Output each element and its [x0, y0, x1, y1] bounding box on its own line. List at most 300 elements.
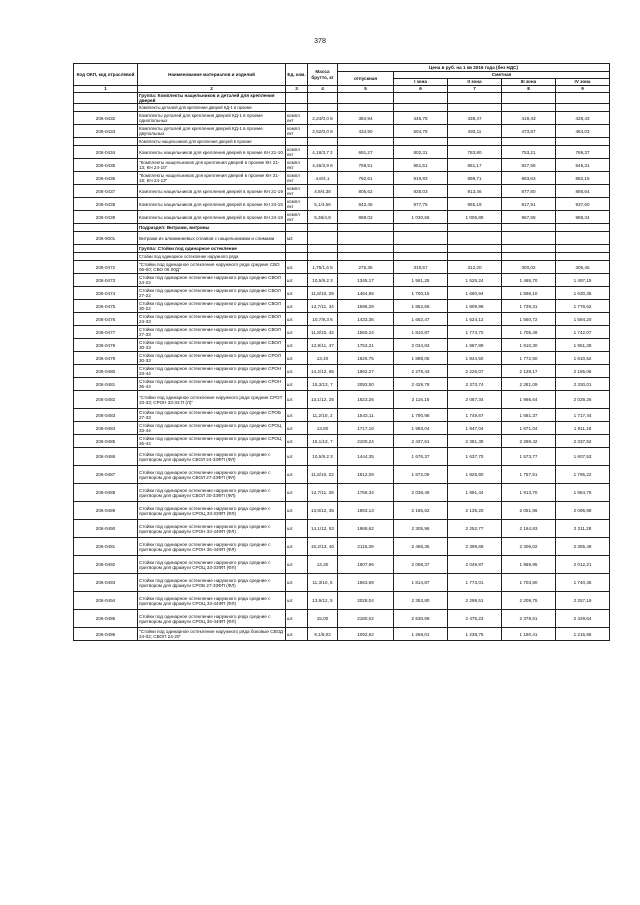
col-index: 2	[138, 86, 286, 93]
zone-4-price-cell: 1 740,35	[556, 574, 610, 592]
zone-4-price-cell: 1 215,95	[556, 628, 610, 641]
mass-cell: 5,36/4,8	[308, 211, 338, 224]
release-price-cell: 1807,96	[338, 556, 394, 574]
empty-cell	[338, 245, 394, 253]
table-row	[74, 378, 610, 391]
table-row	[74, 339, 610, 352]
zone-3-price-cell: 2 306,02	[502, 538, 556, 556]
name-cell: Стойки под одинарное остекление наружного ряда средние с притвором для фрамуги СРОН 33-44ФП (ФЛ)	[138, 520, 286, 538]
code-cell: 206-0476	[74, 313, 138, 326]
table-row	[74, 211, 610, 224]
name-cell: Стойки под одинарное остекление наружного ряда средние с притвором для фрамуги СВОЛ 30-33ФП (ФЛ)	[138, 484, 286, 502]
code-cell: 206-0437	[74, 185, 138, 198]
empty-cell	[308, 104, 338, 112]
mass-cell	[308, 232, 338, 245]
name-cell: Стойки под одинарное остекление наружного ряда средние с притвором для фрамуги СРОЦ 33-33ФП (ФЛ)	[138, 502, 286, 520]
unit-cell: шт.	[286, 378, 308, 391]
name-cell: Стойки под одинарное остекление наружного ряда средние с притвором для фрамуги СРОБ 27-33ФП (ФЛ)	[138, 574, 286, 592]
zone-1-price-cell: 1 268,01	[394, 628, 448, 641]
unit-cell: шт.	[286, 610, 308, 628]
release-price-cell: 1433,36	[338, 313, 394, 326]
unit-cell: компл ект	[286, 125, 308, 138]
mass-cell: 4,18/3,7 2	[308, 146, 338, 159]
release-price-cell: 1883,13	[338, 502, 394, 520]
mass-cell: 2,24/0,0 8	[308, 112, 338, 125]
code-cell: 206-0489	[74, 502, 138, 520]
name-cell: Стойки под одинарное остекление наружного ряда средние с притвором для фрамуги СВОЛ 24-33ФП (ФЛ)	[138, 448, 286, 466]
col-index: 1	[74, 86, 138, 93]
table-row	[74, 125, 610, 138]
code-cell: 206-0495	[74, 610, 138, 628]
unit-cell: компл ект	[286, 172, 308, 185]
unit-cell: компл ект	[286, 159, 308, 172]
release-price-cell: 1596,28	[338, 300, 394, 313]
code-cell: 206-0485	[74, 435, 138, 448]
code-cell: 206-0494	[74, 592, 138, 610]
unit-cell: шт.	[286, 502, 308, 520]
zone-4-price-cell: 2 429,64	[556, 610, 610, 628]
code-cell: 206-9001	[74, 232, 138, 245]
table-row	[74, 502, 610, 520]
subgroup-row	[74, 104, 610, 112]
zone-4-price-cell: 1 911,18	[556, 422, 610, 435]
zone-4-price-cell: 1 717,44	[556, 409, 610, 422]
zone-1-price-cell: 2 098,37	[394, 556, 448, 574]
code-cell	[74, 104, 138, 112]
zone-4-price-cell: 769,37	[556, 146, 610, 159]
table-row	[74, 574, 610, 592]
release-price-cell: 1563,69	[338, 574, 394, 592]
zone-4-price-cell: 2 095,88	[556, 502, 610, 520]
zone-1-price-cell: 2 116,15	[394, 391, 448, 409]
empty-cell	[502, 138, 556, 146]
empty-cell	[286, 224, 308, 232]
header-estimated: Сметная	[394, 72, 610, 79]
unit-cell: шт.	[286, 520, 308, 538]
table-row	[74, 159, 610, 172]
empty-cell	[394, 138, 448, 146]
mass-cell: 2,52/0,0 9	[308, 125, 338, 138]
code-cell: 206-0438	[74, 198, 138, 211]
unit-cell: компл ект	[286, 211, 308, 224]
zone-2-price-cell: 2 135,20	[448, 502, 502, 520]
unit-cell: шт.	[286, 261, 308, 274]
unit-cell: шт.	[286, 538, 308, 556]
release-price-cell: 1543,11	[338, 409, 394, 422]
empty-cell	[394, 93, 448, 104]
table-row	[74, 610, 610, 628]
zone-1-price-cell: 2 530,68	[394, 610, 448, 628]
zone-2-price-cell: 493,11	[448, 125, 502, 138]
header-code: Код ОКП, код отраслевой	[74, 64, 138, 86]
zone-1-price-cell: 319,57	[394, 261, 448, 274]
name-cell: Комплекты деталей для крепления дверей КД-1 в проеме двупольных	[138, 125, 286, 138]
release-price-cell: 2028,04	[338, 592, 394, 610]
zone-4-price-cell: 484,03	[556, 125, 610, 138]
zone-1-price-cell: 935,03	[394, 185, 448, 198]
release-price-cell: 758,51	[338, 159, 394, 172]
header-name: Наименование материалов и изделий	[138, 64, 286, 86]
table-row	[74, 435, 610, 448]
empty-cell	[448, 93, 502, 104]
zone-2-price-cell: 2 226,07	[448, 365, 502, 378]
col-index: 8	[502, 86, 556, 93]
mass-cell: 13,1/12, 25	[308, 391, 338, 409]
mass-cell: 15,2/13, 46	[308, 538, 338, 556]
mass-cell: 12,9/11, 47	[308, 339, 338, 352]
code-cell	[74, 224, 138, 232]
zone-3-price-cell: 1 573,77	[502, 448, 556, 466]
zone-2-price-cell: 955,19	[448, 198, 502, 211]
col-index: 6	[394, 86, 448, 93]
mass-cell: 15,3/13, 7	[308, 378, 338, 391]
code-cell: 206-0486	[74, 448, 138, 466]
name-cell: Комплекты нащельников для крепления дверей в проеме КН 24-15	[138, 198, 286, 211]
zone-4-price-cell: 1 607,53	[556, 448, 610, 466]
name-cell: Стойки под одинарное остекление наружного ряда средние с притвором для фрамуги СРОН 36-44ФП (ФЛ)	[138, 538, 286, 556]
code-cell: 206-0488	[74, 484, 138, 502]
code-cell: 206-0482	[74, 391, 138, 409]
code-cell: 206-0435	[74, 159, 138, 172]
empty-cell	[308, 253, 338, 261]
mass-cell: 5,1/4,56	[308, 198, 338, 211]
zone-2-price-cell: 1 525,24	[448, 274, 502, 287]
name-cell: Стойки под одинарное остекление наружного ряда средние СВОЛ 24-22	[138, 274, 286, 287]
table-row	[74, 146, 610, 159]
name-cell: Стойки под одинарное остекление наружного ряда средние СРОЛ 30-33	[138, 352, 286, 365]
zone-2-price-cell: 913,46	[448, 185, 502, 198]
zone-1-price-cell: 1 993,04	[394, 422, 448, 435]
name-cell: Стойки под одинарное остекление наружного ряда средние СВОЛ 30-33	[138, 339, 286, 352]
zone-3-price-cell: 1 986,64	[502, 391, 556, 409]
unit-cell: компл ект	[286, 146, 308, 159]
zone-4-price-cell: 1 795,22	[556, 466, 610, 484]
code-cell: 206-0496	[74, 628, 138, 641]
zone-4-price-cell: 1 497,15	[556, 274, 610, 287]
name-cell: "Стойки под одинарное остекление наружного ряда боковые СВОД 24-02; СВОП 24-20"	[138, 628, 286, 641]
zone-4-price-cell: 1 776,62	[556, 300, 610, 313]
unit-cell: шт.	[286, 352, 308, 365]
zone-3-price-cell: 300,02	[502, 261, 556, 274]
name-cell: Стойки под одинарное остекление наружного ряда средние СВОЛ 24-33	[138, 313, 286, 326]
mass-cell: 9,1/8,02	[308, 628, 338, 641]
mass-cell: 14,1/12, 53	[308, 520, 338, 538]
code-cell: 206-0474	[74, 287, 138, 300]
release-price-cell: 1823,26	[338, 391, 394, 409]
unit-cell: шт.	[286, 365, 308, 378]
name-cell: Стойки под одинарное остекление наружного ряда средние с притвором для фрамуги СВОЛ 27-33ФП (ФЛ)	[138, 466, 286, 484]
col-index: 3	[286, 86, 308, 93]
unit-cell: шт.	[286, 484, 308, 502]
release-price-cell: 1345,17	[338, 274, 394, 287]
subgroup-row	[74, 253, 610, 261]
header-mass: Масса брутто, кг	[308, 64, 338, 86]
zone-3-price-cell: 473,87	[502, 125, 556, 138]
empty-cell	[394, 224, 448, 232]
code-cell: 206-0478	[74, 339, 138, 352]
empty-cell	[286, 138, 308, 146]
table-row	[74, 185, 610, 198]
zone-3-price-cell: 2 138,17	[502, 365, 556, 378]
code-cell: 206-0472	[74, 261, 138, 274]
release-price-cell: 1444,35	[338, 448, 394, 466]
zone-1-price-cell: 2 456,35	[394, 538, 448, 556]
empty-cell	[286, 93, 308, 104]
release-price-cell: 1092,52	[338, 628, 394, 641]
table-row	[74, 466, 610, 484]
name-cell: Стойки под одинарное остекление наружного ряда средние с притвором для фрамуги СРОЦ 36-44ФП (ФЛ)	[138, 610, 286, 628]
zone-2-price-cell: 2 373,74	[448, 378, 502, 391]
unit-cell: шт.	[286, 391, 308, 409]
code-cell: 206-0490	[74, 520, 138, 538]
table-row	[74, 365, 610, 378]
name-cell: Комплекты нащельников для крепления дверей в проеме КН 21-19	[138, 185, 286, 198]
table-row	[74, 198, 610, 211]
zone-1-price-cell	[394, 232, 448, 245]
table-row	[74, 628, 610, 641]
release-price-cell: 1753,21	[338, 339, 394, 352]
unit-cell: шт.	[286, 274, 308, 287]
zone-1-price-cell: 802,31	[394, 146, 448, 159]
release-price-cell: 842,45	[338, 198, 394, 211]
zone-4-price-cell: 428,43	[556, 112, 610, 125]
code-cell: 206-0493	[74, 574, 138, 592]
subgroup-title: Стойки под одинарное остекление наружного ряда	[138, 253, 286, 261]
group-title: Группа: Стойки под одинарное остекление	[138, 245, 286, 253]
empty-cell	[338, 104, 394, 112]
table-row	[74, 352, 610, 365]
name-cell: Комплекты деталей для крепления дверей КД-1 в проеме однопольных	[138, 112, 286, 125]
zone-4-price-cell: 2 029,26	[556, 391, 610, 409]
table-row	[74, 313, 610, 326]
code-cell: 206-0477	[74, 326, 138, 339]
zone-1-price-cell: 1 814,87	[394, 574, 448, 592]
empty-cell	[286, 245, 308, 253]
unit-cell: компл ект	[286, 198, 308, 211]
zone-1-price-cell: 851,51	[394, 159, 448, 172]
unit-cell: шт.	[286, 592, 308, 610]
release-price-cell: 691,27	[338, 146, 394, 159]
name-cell: Стойки под одинарное остекление наружного ряда средние СРОН 33-44	[138, 365, 286, 378]
empty-cell	[502, 224, 556, 232]
unit-cell: шт.	[286, 339, 308, 352]
zone-3-price-cell: 827,56	[502, 159, 556, 172]
zone-4-price-cell: 1 951,28	[556, 339, 610, 352]
zone-3-price-cell: 1 596,10	[502, 287, 556, 300]
code-cell: 206-0439	[74, 211, 138, 224]
empty-cell	[502, 104, 556, 112]
mass-cell: 14,30	[308, 556, 338, 574]
release-price-cell: 1986,62	[338, 520, 394, 538]
mass-cell: 12,7/11, 28	[308, 484, 338, 502]
zone-3-price-cell: 2 209,75	[502, 592, 556, 610]
zone-2-price-cell: 1 987,89	[448, 339, 502, 352]
zone-2-price-cell: 1 844,50	[448, 352, 502, 365]
table-row	[74, 112, 610, 125]
zone-1-price-cell: 1 561,25	[394, 274, 448, 287]
zone-2-price-cell: 1 809,98	[448, 300, 502, 313]
code-cell	[74, 245, 138, 253]
header-zone-2: II зона	[448, 79, 502, 86]
header-zone-1: I зона	[394, 79, 448, 86]
code-cell: 206-0432	[74, 112, 138, 125]
table-row	[74, 422, 610, 435]
zone-2-price-cell: 2 252,77	[448, 520, 502, 538]
table-row	[74, 520, 610, 538]
zone-3-price-cell: 1 910,30	[502, 339, 556, 352]
mass-cell: 10,5/9,2 3	[308, 448, 338, 466]
name-cell: Стойки под одинарное остекление наружного ряда средние СВОЛ 30-22	[138, 300, 286, 313]
zone-3-price-cell: 2 288,42	[502, 435, 556, 448]
group-row	[74, 224, 610, 232]
release-price-cell: 275,35	[338, 261, 394, 274]
zone-1-price-cell: 2 305,96	[394, 520, 448, 538]
zone-2-price-cell: 1 238,76	[448, 628, 502, 641]
zone-1-price-cell: 446,78	[394, 112, 448, 125]
zone-1-price-cell: 919,93	[394, 172, 448, 185]
empty-cell	[338, 93, 394, 104]
mass-cell: 11,8/10, 42	[308, 326, 338, 339]
zone-3-price-cell: 1 757,51	[502, 466, 556, 484]
table-row	[74, 300, 610, 313]
unit-cell: шт.	[286, 466, 308, 484]
unit-cell: шт.	[286, 300, 308, 313]
mass-cell: 13,9/12, 5	[308, 592, 338, 610]
mass-cell: 10,5/9,2 3	[308, 274, 338, 287]
empty-cell	[448, 224, 502, 232]
zone-4-price-cell: 1 630,35	[556, 287, 610, 300]
empty-cell	[556, 253, 610, 261]
zone-4-price-cell: 2 355,49	[556, 538, 610, 556]
zone-3-price-cell: 1 703,80	[502, 574, 556, 592]
zone-4-price-cell: 882,15	[556, 172, 610, 185]
code-cell: 206-0479	[74, 352, 138, 365]
zone-3-price-cell	[502, 232, 556, 245]
empty-cell	[338, 253, 394, 261]
table-row	[74, 172, 610, 185]
mass-cell: 13,8/12, 35	[308, 502, 338, 520]
zone-2-price-cell	[448, 232, 502, 245]
zone-3-price-cell: 1 705,49	[502, 326, 556, 339]
zone-4-price-cell: 1 594,20	[556, 313, 610, 326]
name-cell: "Стойки под одинарное остекление наружного ряда средние СРОТ 33-33; СРОН 33-33 П (Л)"	[138, 391, 286, 409]
empty-cell	[556, 104, 610, 112]
empty-cell	[394, 245, 448, 253]
name-cell: Стойки под одинарное остекление наружного ряда средние с притвором для фрамуги СРОЦ 33-33ФП (ФЛ)	[138, 556, 286, 574]
subgroup-title: Комплекты деталей для крепления дверей КД-1 в проеме	[138, 104, 286, 112]
release-price-cell: 1962,27	[338, 365, 394, 378]
mass-cell: 11,3/10, 5	[308, 574, 338, 592]
unit-cell: компл ект	[286, 112, 308, 125]
mass-cell: 13,40	[308, 352, 338, 365]
release-price-cell: 2093,50	[338, 378, 394, 391]
zone-2-price-cell: 2 381,38	[448, 435, 502, 448]
unit-cell: шт.	[286, 409, 308, 422]
zone-4-price-cell	[556, 232, 610, 245]
empty-cell	[502, 253, 556, 261]
name-cell: Витражи из алюминиевых сплавов с нащельниками и слимами	[138, 232, 286, 245]
header-release: отпускная	[338, 72, 394, 86]
zone-1-price-cell: 1 790,98	[394, 409, 448, 422]
code-cell: 206-0473	[74, 274, 138, 287]
empty-cell	[286, 253, 308, 261]
table-row	[74, 538, 610, 556]
empty-cell	[394, 253, 448, 261]
unit-cell: шт.	[286, 435, 308, 448]
unit-cell: шт.	[286, 448, 308, 466]
code-cell	[74, 93, 138, 104]
zone-1-price-cell: 2 034,83	[394, 339, 448, 352]
zone-2-price-cell: 1 947,04	[448, 422, 502, 435]
header-zone-3: III зона	[502, 79, 556, 86]
zone-1-price-cell: 1 888,05	[394, 352, 448, 365]
empty-cell	[556, 224, 610, 232]
code-cell: 206-0487	[74, 466, 138, 484]
zone-3-price-cell: 877,80	[502, 185, 556, 198]
release-price-cell: 1717,16	[338, 422, 394, 435]
zone-1-price-cell: 2 038,46	[394, 484, 448, 502]
name-cell: Стойки под одинарное остекление наружного ряда средние СРОЦ 33-44	[138, 422, 286, 435]
table-row	[74, 261, 610, 274]
zone-3-price-cell: 2 051,86	[502, 502, 556, 520]
release-price-cell: 1464,85	[338, 287, 394, 300]
page-number: 378	[314, 38, 326, 45]
name-cell: Стойки под одинарное остекление наружного ряда средние СРОН 36-44	[138, 378, 286, 391]
release-price-cell: 2100,24	[338, 435, 394, 448]
zone-2-price-cell: 1 637,70	[448, 448, 502, 466]
zone-2-price-cell: 898,71	[448, 172, 502, 185]
zone-1-price-cell: 977,75	[394, 198, 448, 211]
code-cell: 206-0483	[74, 409, 138, 422]
name-cell: "Комплекты нащельников для крепления дверей в проеме КН 21-15; КН 24-13"	[138, 172, 286, 185]
name-cell: Комплекты нащельников для крепления дверей в проеме КН 21-10	[138, 146, 286, 159]
code-cell: 206-0484	[74, 422, 138, 435]
group-title: Группа: Комплекты нащельников и деталей для крепления дверей	[138, 93, 286, 104]
zone-4-price-cell: 2 012,21	[556, 556, 610, 574]
mass-cell: 11,6/10, 22	[308, 466, 338, 484]
release-price-cell: 1626,75	[338, 352, 394, 365]
code-cell: 206-0436	[74, 172, 138, 185]
code-cell: 206-0492	[74, 556, 138, 574]
unit-cell: шт.	[286, 326, 308, 339]
empty-cell	[308, 138, 338, 146]
empty-cell	[556, 93, 610, 104]
zone-2-price-cell: 2 475,23	[448, 610, 502, 628]
table-row	[74, 592, 610, 610]
release-price-cell: 1756,34	[338, 484, 394, 502]
mass-cell: 10,7/9,3 6	[308, 313, 338, 326]
mass-cell: 11,2/10, 2	[308, 409, 338, 422]
header-unit: Ед. изм.	[286, 64, 308, 86]
table-row	[74, 409, 610, 422]
zone-4-price-cell: 2 211,28	[556, 520, 610, 538]
unit-cell: шт.	[286, 556, 308, 574]
subgroup-row	[74, 138, 610, 146]
zone-2-price-cell: 1 825,90	[448, 466, 502, 484]
zone-4-price-cell: 1 810,52	[556, 352, 610, 365]
release-price-cell: 1560,24	[338, 326, 394, 339]
mass-cell: 4,46/3,9 6	[308, 159, 338, 172]
zone-3-price-cell: 863,63	[502, 172, 556, 185]
zone-2-price-cell: 1 774,70	[448, 326, 502, 339]
unit-cell: шт.	[286, 628, 308, 641]
zone-3-price-cell: 419,43	[502, 112, 556, 125]
empty-cell	[448, 104, 502, 112]
mass-cell: 14,2/12, 65	[308, 365, 338, 378]
zone-3-price-cell: 967,58	[502, 211, 556, 224]
unit-cell: шт.	[286, 287, 308, 300]
mass-cell: 1,75/1,6 5	[308, 261, 338, 274]
